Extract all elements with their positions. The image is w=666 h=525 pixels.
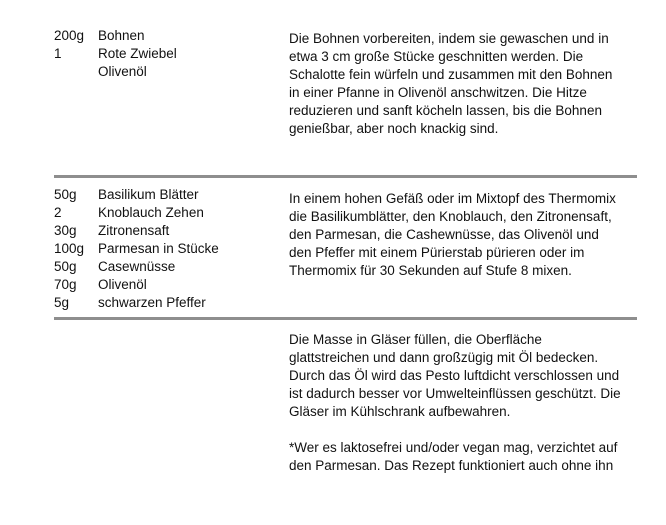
ingredient-quantity	[54, 63, 98, 81]
ingredient-list-beans	[54, 27, 274, 81]
ingredient-name: Casewnüsse	[98, 259, 176, 274]
instruction-paragraph: Die Bohnen vorbereiten, indem sie gewaschen und in etwa 3 cm große Stücke geschnitten werden. Die Schalotte fein würfeln und zusammen mit den Bohnen in einer Pfanne in Olivenöl anschwitzen. Die Hitze reduzieren und sanft köcheln lassen, bis die Bohnen genießbar, aber noch knackig sind.	[289, 31, 613, 136]
ingredient-name: schwarzen Pfeffer	[98, 295, 206, 310]
instruction-note: *Wer es laktosefrei und/oder vegan mag, verzichtet auf den Parmesan. Das Rezept funktioniert auch ohne ihn	[289, 440, 618, 473]
section-divider	[54, 175, 637, 178]
ingredient-quantity: 30g	[54, 223, 77, 238]
instruction-paragraph: In einem hohen Gefäß oder im Mixtopf des Thermomix die Basilikumblätter, den Knoblauch, den Zitronensaft, den Parmesan, die Cashewnüsse, das Olivenöl und den Pfeffer mit einem Pürierstab pürieren oder im Thermomix für 30 Sekunden auf Stufe 8 mixen.	[289, 191, 616, 278]
ingredient-quantity: 50g	[54, 187, 77, 202]
ingredient-quantity: 2	[54, 205, 62, 220]
ingredient-row	[54, 276, 274, 294]
ingredient-name: Basilikum Blätter	[98, 187, 199, 202]
ingredient-row	[54, 27, 274, 45]
ingredient-name: Olivenöl	[98, 277, 147, 292]
ingredient-quantity: 70g	[54, 277, 77, 292]
ingredient-row	[54, 63, 274, 81]
ingredient-row	[54, 294, 274, 312]
instruction-paragraph: Die Masse in Gläser füllen, die Oberfläche glattstreichen und dann großzügig mit Öl bedecken. Durch das Öl wird das Pesto luftdicht verschlossen und ist dadurch besser vor Umwelteinflüssen geschützt. Die Gläser im Kühlschrank aufbewahren.	[289, 332, 621, 419]
instructions-storage	[289, 331, 624, 475]
ingredient-name: Knoblauch Zehen	[98, 205, 204, 220]
ingredient-row	[54, 45, 274, 63]
ingredient-name: Parmesan in Stücke	[98, 241, 219, 256]
section-divider	[54, 317, 637, 320]
ingredient-name: Rote Zwiebel	[98, 46, 177, 61]
ingredient-quantity: 100g	[54, 241, 85, 256]
ingredient-name: Bohnen	[98, 28, 145, 43]
ingredient-quantity: 5g	[54, 295, 70, 310]
ingredient-list-pesto	[54, 186, 274, 312]
ingredient-quantity: 50g	[54, 259, 77, 274]
ingredient-name: Zitronensaft	[98, 223, 170, 238]
ingredient-row	[54, 258, 274, 276]
ingredient-quantity: 200g	[54, 28, 85, 43]
instructions-pesto	[289, 190, 624, 280]
ingredient-row	[54, 186, 274, 204]
ingredient-row	[54, 240, 274, 258]
instructions-beans	[289, 30, 624, 138]
ingredient-row	[54, 204, 274, 222]
ingredient-quantity: 1	[54, 46, 62, 61]
ingredient-name: Olivenöl	[98, 64, 147, 79]
ingredient-row	[54, 222, 274, 240]
